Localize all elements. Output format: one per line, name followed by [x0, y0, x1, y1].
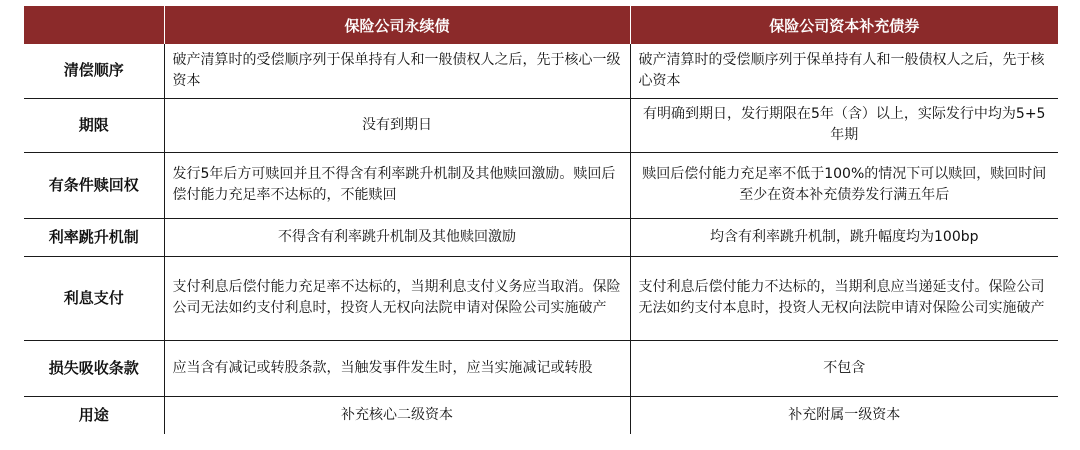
row-label: 利息支付 [24, 256, 164, 340]
header-blank [24, 6, 164, 44]
comparison-table [24, 6, 1058, 434]
table-row-repayment-order [24, 44, 1058, 98]
perpetual-cell: 破产清算时的受偿顺序列于保单持有人和一般债权人之后，先于核心一级资本 [164, 44, 630, 98]
supplementary-cell: 有明确到期日，发行期限在5年（含）以上，实际发行中均为5+5年期 [630, 98, 1058, 152]
supplementary-cell: 不包含 [630, 340, 1058, 396]
row-label: 有条件赎回权 [24, 152, 164, 218]
supplementary-cell: 破产清算时的受偿顺序列于保单持有人和一般债权人之后，先于核心资本 [638, 51, 1045, 89]
perpetual-cell: 没有到期日 [164, 98, 630, 152]
supplementary-cell: 均含有利率跳升机制，跳升幅度均为100bp [630, 218, 1058, 256]
table-row-loss-absorption [24, 340, 1058, 396]
header-capital-supplement-bond: 保险公司资本补充债券 [630, 6, 1058, 44]
table-row-term [24, 98, 1058, 152]
table-row-usage [24, 396, 1058, 434]
perpetual-cell: 不得含有利率跳升机制及其他赎回激励 [164, 218, 630, 256]
table-row-interest-payment [24, 256, 1058, 340]
table-row-step-up [24, 218, 1058, 256]
table-row-call-option [24, 152, 1058, 218]
perpetual-cell: 补充核心二级资本 [164, 396, 630, 434]
supplementary-cell: 支付利息后偿付能力不达标的，当期利息应当递延支付。保险公司无法如约支付本息时，投资人无权向法院申请对保险公司实施破产 [630, 256, 1058, 340]
perpetual-cell: 支付利息后偿付能力充足率不达标的，当期利息支付义务应当取消。保险公司无法如约支付利息时，投资人无权向法院申请对保险公司实施破产 [164, 256, 630, 340]
row-label: 利率跳升机制 [24, 218, 164, 256]
header-perpetual-bond: 保险公司永续债 [164, 6, 630, 44]
perpetual-cell: 应当含有减记或转股条款，当触发事件发生时，应当实施减记或转股 [164, 340, 630, 396]
row-label: 期限 [24, 98, 164, 152]
supplementary-cell: 赎回后偿付能力充足率不低于100%的情况下可以赎回，赎回时间至少在资本补充债券发行满五年后 [630, 152, 1058, 218]
row-label: 清偿顺序 [63, 61, 124, 80]
perpetual-cell: 发行5年后方可赎回并且不得含有利率跳升机制及其他赎回激励。赎回后偿付能力充足率不达标的，不能赎回 [164, 152, 630, 218]
row-label: 损失吸收条款 [24, 340, 164, 396]
header-row [24, 6, 1058, 44]
row-label: 用途 [24, 396, 164, 434]
supplementary-cell: 补充附属一级资本 [630, 396, 1058, 434]
